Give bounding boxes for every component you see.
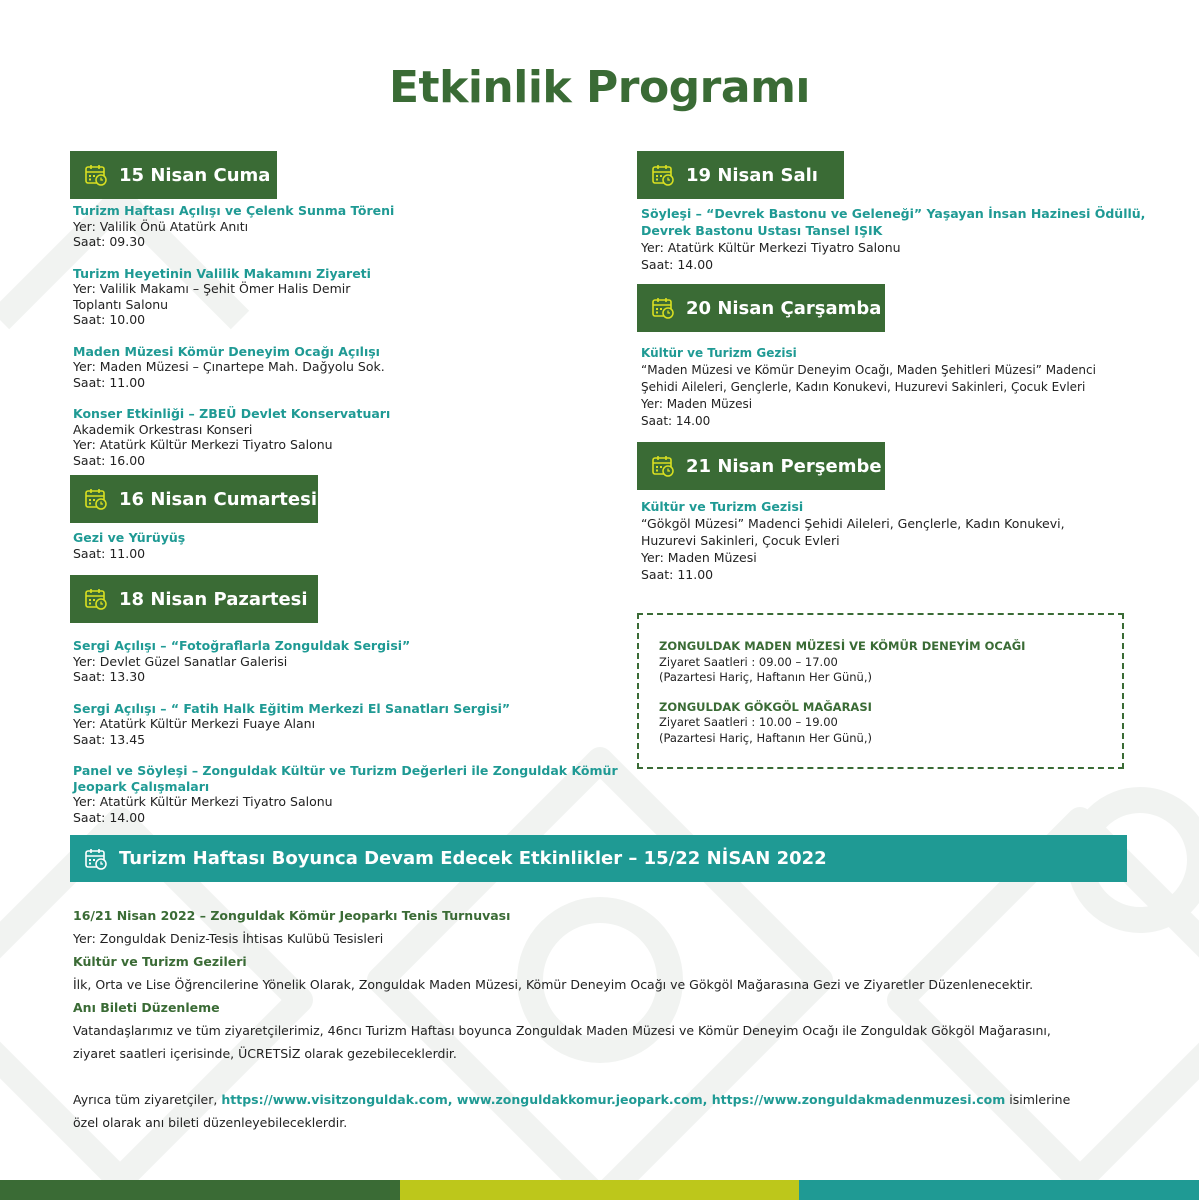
calendar-icon <box>84 587 108 611</box>
ongoing-events-body <box>73 904 1133 1134</box>
event-title: Gezi ve Yürüyüş <box>73 530 186 545</box>
day-header-21-nisan <box>637 442 885 490</box>
calendar-icon <box>651 454 675 478</box>
cave-hours-group <box>659 700 1102 747</box>
event-item <box>73 203 613 250</box>
event-time: Saat: 11.00 <box>73 545 146 561</box>
day-header-20-nisan <box>637 284 885 332</box>
cave-hours: Ziyaret Saatleri : 10.00 – 19.00 <box>659 715 838 729</box>
day-header-19-nisan <box>637 151 844 199</box>
event-item <box>73 344 613 391</box>
museum-hours: Ziyaret Saatleri : 09.00 – 17.00 <box>659 654 838 669</box>
visiting-hours-box <box>637 613 1124 769</box>
day-events-19-nisan <box>641 205 1161 289</box>
calendar-icon <box>84 487 108 511</box>
event-title: Söyleşi – “Devrek Bastonu ve Geleneği” Yaşayan İnsan Hazinesi Ödüllü, Devrek Bastonu Ustası Tansel IŞIK <box>641 206 1146 238</box>
ticket-text-line-2: ziyaret saatleri içerisinde, ÜCRETSİZ olarak gezebileceklerdir. <box>73 1046 457 1061</box>
tennis-place: Yer: Zonguldak Deniz-Tesis İhtisas Kulübü Tesisleri <box>73 931 384 946</box>
event-title: Sergi Açılışı – “Fotoğraflarla Zonguldak Sergisi” <box>73 638 411 653</box>
day-header-16-nisan <box>70 475 318 523</box>
event-description-continued: Huzurevi Sakinleri, Çocuk Evleri <box>641 533 840 548</box>
day-label: 18 Nisan Pazartesi <box>119 588 308 610</box>
footer-bar-green <box>0 1180 400 1200</box>
event-title: Turizm Heyetinin Valilik Makamını Ziyareti <box>73 265 371 281</box>
day-label: 16 Nisan Cumartesi <box>119 488 317 510</box>
day-events-18-nisan <box>73 638 618 841</box>
event-place: Yer: Devlet Güzel Sanatlar Galerisi <box>73 653 288 669</box>
day-label: 20 Nisan Çarşamba <box>686 297 882 319</box>
event-place: Yer: Atatürk Kültür Merkezi Tiyatro Salonu <box>73 794 333 809</box>
event-item <box>73 266 613 328</box>
day-label: 21 Nisan Perşembe <box>686 455 882 477</box>
event-time: Saat: 11.00 <box>641 567 714 582</box>
event-time: Saat: 14.00 <box>641 257 714 272</box>
event-time: Saat: 10.00 <box>73 312 146 327</box>
day-header-15-nisan <box>70 151 277 199</box>
website-links[interactable]: https://www.visitzonguldak.com, www.zonguldakkomur.jeopark.com, https://www.zonguldakmadenmuzesi.com <box>221 1092 1006 1107</box>
event-description: “Gökgöl Müzesi” Madenci Şehidi Aileleri, Gençlerle, Kadın Konukevi, <box>641 516 1065 531</box>
event-title: Kültür ve Turizm Gezisi <box>641 346 797 360</box>
footer-bar-lime <box>400 1180 800 1200</box>
event-place: Yer: Maden Müzesi <box>641 397 753 411</box>
event-item <box>73 763 618 825</box>
ticket-text-line-1: Vatandaşlarımız ve tüm ziyaretçilerimiz, 46ncı Turizm Haftası boyunca Zonguldak Maden Müzesi ve Kömür Deneyim Ocağı ile Zonguldak Gökgöl Mağarasını, <box>73 1023 1051 1038</box>
event-item <box>73 406 613 468</box>
event-title: Sergi Açılışı – “ Fatih Halk Eğitim Merkezi El Sanatları Sergisi” <box>73 700 511 716</box>
trips-text: İlk, Orta ve Lise Öğrencilerine Yönelik Olarak, Zonguldak Maden Müzesi, Kömür Deneyim Ocağı ve Gökgöl Mağarasına Gezi ve Ziyaretler Düzenlenecektir. <box>73 977 1034 992</box>
event-description: “Maden Müzesi ve Kömür Deneyim Ocağı, Maden Şehitleri Müzesi” Madenci <box>641 363 1096 377</box>
event-item <box>641 498 1161 583</box>
closing-line-1 <box>73 1088 1133 1111</box>
event-time: Saat: 13.30 <box>73 669 146 684</box>
closing-suffix: isimlerine <box>1005 1092 1071 1107</box>
event-item <box>73 701 618 748</box>
day-label: 15 Nisan Cuma <box>119 164 271 186</box>
calendar-icon <box>651 296 675 320</box>
event-title: Konser Etkinliği – ZBEÜ Devlet Konservatuarı <box>73 406 391 421</box>
spacer <box>73 1065 1133 1088</box>
event-title: Maden Müzesi Kömür Deneyim Ocağı Açılışı <box>73 343 380 359</box>
event-place: Yer: Maden Müzesi <box>641 550 757 565</box>
tennis-title: 16/21 Nisan 2022 – Zonguldak Kömür Jeoparkı Tenis Turnuvası <box>73 908 511 923</box>
day-header-18-nisan <box>70 575 318 623</box>
event-description-continued: Şehidi Aileleri, Gençlerle, Kadın Konukevi, Huzurevi Sakinleri, Çocuk Evleri <box>641 380 1086 394</box>
calendar-icon <box>84 163 108 187</box>
event-time: Saat: 11.00 <box>73 374 146 390</box>
event-place: Yer: Valilik Makamı – Şehit Ömer Halis Demir <box>73 281 351 296</box>
event-time: Saat: 09.30 <box>73 234 146 249</box>
page-title: Etkinlik Programı <box>389 62 810 113</box>
closing-prefix: Ayrıca tüm ziyaretçiler, <box>73 1092 222 1107</box>
museum-note: (Pazartesi Hariç, Haftanın Her Günü,) <box>659 670 872 684</box>
museum-title: ZONGULDAK MADEN MÜZESİ VE KÖMÜR DENEYİM OCAĞI <box>659 639 1026 653</box>
event-item <box>641 345 1186 430</box>
event-time: Saat: 14.00 <box>641 414 711 428</box>
day-events-15-nisan <box>73 203 613 484</box>
footer-bar-teal <box>799 1180 1199 1200</box>
event-place-continued: Toplantı Salonu <box>73 296 169 312</box>
cave-title: ZONGULDAK GÖKGÖL MAĞARASI <box>659 699 872 714</box>
ticket-title: Anı Bileti Düzenleme <box>73 1000 220 1015</box>
event-item <box>73 530 613 561</box>
calendar-icon <box>84 847 108 871</box>
event-title: Turizm Haftası Açılışı ve Çelenk Sunma Töreni <box>73 203 395 218</box>
footer-color-bar <box>0 1180 1199 1200</box>
event-time: Saat: 14.00 <box>73 809 146 825</box>
trips-title: Kültür ve Turizm Gezileri <box>73 954 247 969</box>
ongoing-events-header <box>70 835 1127 882</box>
closing-line-2: özel olarak anı bileti düzenleyebileceklerdir. <box>73 1115 348 1130</box>
museum-hours-group <box>659 639 1102 686</box>
event-place: Yer: Atatürk Kültür Merkezi Fuaye Alanı <box>73 716 316 731</box>
day-events-16-nisan <box>73 530 613 577</box>
event-title: Kültür ve Turizm Gezisi <box>641 499 804 514</box>
event-place: Yer: Valilik Önü Atatürk Anıtı <box>73 218 249 234</box>
event-time: Saat: 16.00 <box>73 452 146 468</box>
event-title: Panel ve Söyleşi – Zonguldak Kültür ve Turizm Değerleri ile Zonguldak Kömür Jeopark Çalışmaları <box>73 763 618 794</box>
ongoing-header-label: Turizm Haftası Boyunca Devam Edecek Etkinlikler – 15/22 NİSAN 2022 <box>119 848 827 869</box>
event-place: Yer: Atatürk Kültür Merkezi Tiyatro Salonu <box>73 437 333 452</box>
event-time: Saat: 13.45 <box>73 731 146 747</box>
event-description: Akademik Orkestrası Konseri <box>73 421 253 437</box>
event-place: Yer: Maden Müzesi – Çınartepe Mah. Dağyolu Sok. <box>73 359 385 374</box>
day-label: 19 Nisan Salı <box>686 164 818 186</box>
day-events-20-nisan <box>641 345 1186 446</box>
event-place: Yer: Atatürk Kültür Merkezi Tiyatro Salonu <box>641 240 901 255</box>
event-item <box>641 205 1161 273</box>
cave-note: (Pazartesi Hariç, Haftanın Her Günü,) <box>659 730 872 745</box>
day-events-21-nisan <box>641 498 1161 599</box>
event-item <box>73 638 618 685</box>
calendar-icon <box>651 163 675 187</box>
